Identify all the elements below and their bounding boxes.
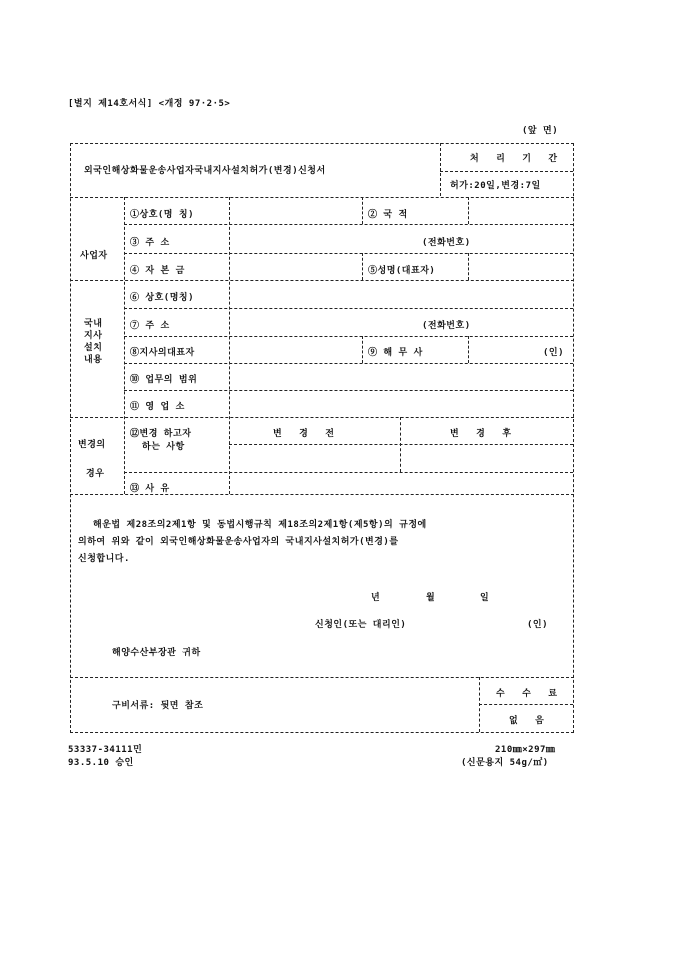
applicant-seal: (인) (527, 620, 549, 630)
required-documents: 구비서류: 뒷면 참조 (112, 701, 204, 711)
title-bottom-line (70, 197, 574, 198)
paper-type: (신문용지 54g/㎡) (461, 758, 549, 768)
row7-bottom (124, 336, 573, 337)
applicant-signature-label: 신청인(또는 대리인) (315, 620, 407, 630)
change-section-label-1: 변경의 (78, 440, 106, 450)
row8-divider-a (362, 336, 363, 363)
after-change-header: 변 경 후 (450, 429, 517, 439)
date-day: 일 (480, 593, 490, 603)
capital-label: ④ 자 본 금 (130, 266, 185, 276)
declaration-line-2: 의하여 위와 같이 외국인해상화물운송사업자의 국내지사설치허가(변경)를 (78, 537, 399, 547)
paper-size: 210㎜×297㎜ (495, 745, 556, 755)
change-row-bottom (124, 472, 573, 473)
form-title: 외국인해상화물운송사업자국내지사설치허가(변경)신청서 (84, 166, 326, 176)
branch-representative-label: ⑧지사의대표자 (130, 348, 195, 358)
business-scope-label: ⑩ 업무의 범위 (130, 375, 198, 385)
reason-label: ⑬ 사 유 (130, 484, 170, 494)
frame-left (70, 143, 71, 733)
branch-section-label: 국내 지사 설치 내용 (84, 319, 103, 365)
footer-top (70, 677, 574, 678)
date-month: 월 (426, 593, 436, 603)
row2-bottom (124, 253, 573, 254)
field-label-divider (229, 197, 230, 494)
applicant-bottom (70, 280, 574, 281)
representative-label: ⑤성명(대표자) (368, 266, 436, 276)
change-item-label-2: 하는 사항 (142, 442, 185, 452)
declaration-line-3: 신청합니다. (78, 554, 130, 564)
date-year: 년 (371, 593, 381, 603)
trade-name-label: ①상호(명 칭) (130, 210, 195, 220)
fee-label: 수 수 료 (496, 689, 563, 699)
section-label-divider (124, 197, 125, 494)
maritime-agent-label: ⑨ 해 무 사 (368, 348, 423, 358)
row1-bottom (124, 224, 573, 225)
address-label: ③ 주 소 (130, 238, 170, 248)
row8-divider-b (468, 336, 469, 363)
row1-divider-b (468, 197, 469, 224)
applicant-phone-label: (전화번호) (422, 238, 471, 248)
change-mid-line (229, 444, 573, 445)
frame-bottom (70, 732, 574, 733)
row3-divider-b (468, 253, 469, 280)
frame-right (573, 143, 574, 733)
addressee: 해양수산부장관 귀하 (112, 648, 201, 658)
row8-bottom (124, 363, 573, 364)
processing-label: 처 리 기 간 (470, 154, 564, 164)
branch-address-label: ⑦ 주 소 (130, 321, 170, 331)
page-side: (앞 면) (522, 126, 559, 136)
row6-bottom (124, 308, 573, 309)
nationality-label: ② 국 적 (368, 210, 408, 220)
processing-mid-line (440, 171, 573, 172)
maritime-agent-seal: (인) (543, 348, 565, 358)
change-section-label-2: 경우 (86, 469, 105, 479)
branch-phone-label: (전화번호) (422, 321, 471, 331)
sales-office-label: ⑪ 영 업 소 (130, 402, 185, 412)
row10-bottom (124, 390, 573, 391)
branch-name-label: ⑥ 상호(명칭) (130, 293, 195, 303)
frame-top (70, 143, 574, 144)
row1-divider-a (362, 197, 363, 224)
before-change-header: 변 경 전 (273, 429, 340, 439)
declaration-line-1: 해운법 제28조의2제1항 및 동법시행규칙 제18조의2제1항(제5항)의 규정에 (93, 520, 427, 530)
change-item-label-1: ⑫변경 하고자 (130, 429, 192, 439)
applicant-section-label: 사업자 (80, 251, 108, 261)
fee-value: 없 음 (509, 716, 550, 726)
processing-value: 허가:20일,변경:7일 (450, 181, 541, 191)
branch-bottom (70, 417, 574, 418)
row3-divider-a (362, 253, 363, 280)
fee-mid-line (479, 704, 573, 705)
form-number: [별지 제14호서식] <개정 97·2·5> (68, 99, 231, 109)
form-code: 53337-34111민 (68, 745, 143, 755)
processing-divider (440, 143, 441, 196)
grid-bottom (70, 494, 574, 495)
approval-date: 93.5.10 승인 (68, 758, 134, 768)
